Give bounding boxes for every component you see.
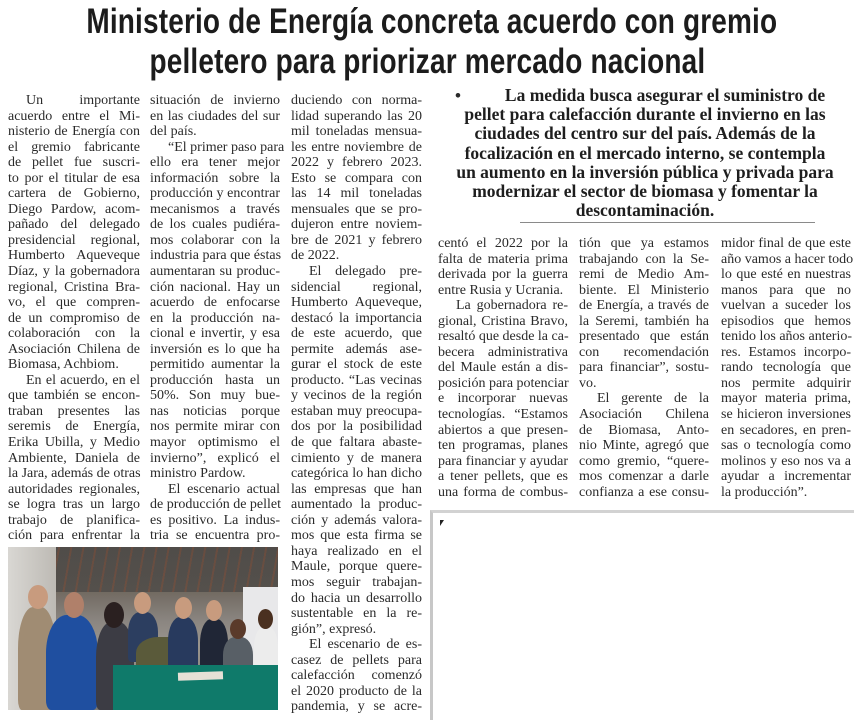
- article-column-3: [291, 93, 422, 715]
- text-line: 2022 y febrero 2023.: [291, 155, 422, 171]
- text-line: becera administrativa: [438, 344, 568, 360]
- text-line: duciendo con norma-: [291, 93, 422, 108]
- text-line: de Biomasa, Anto-: [579, 422, 709, 438]
- text-line: Asociación Chilena de: [8, 341, 140, 357]
- person-head: [230, 619, 246, 639]
- paragraph: [438, 298, 568, 500]
- text-line: gión”, expresó.: [291, 621, 377, 637]
- text-line: gional, Cristina Bravo,: [438, 313, 568, 329]
- text-line: ción para enfrentar la: [8, 528, 140, 544]
- text-line: posición para potenciar: [438, 375, 569, 391]
- text-line: El escenario actual: [168, 481, 280, 497]
- article-column-5: [579, 236, 709, 500]
- text-line: de producción de pellet: [150, 497, 282, 513]
- text-line: de 2022.: [291, 248, 340, 264]
- text-line: Asociación Chilena: [579, 407, 709, 423]
- summary-line: La medida busca asegurar el suministro de: [504, 85, 826, 105]
- person-head: [175, 597, 192, 619]
- text-line: nos permite mirar con: [150, 419, 280, 435]
- text-line: una forma de combus-: [438, 484, 568, 500]
- person-head: [28, 585, 48, 609]
- text-line: to por el titular de esa: [8, 170, 140, 186]
- paragraph: [150, 93, 280, 140]
- text-line: las 14 mil toneladas: [291, 186, 422, 202]
- text-line: pañado del delegado: [8, 217, 140, 233]
- text-line: cional e invertir, y esa: [150, 326, 280, 342]
- text-line: El escenario de es-: [309, 637, 422, 653]
- paragraph: [721, 236, 854, 500]
- text-line: lidad superando las 20: [291, 108, 422, 124]
- text-line: del país.: [150, 124, 197, 140]
- text-line: midor final de que este: [721, 236, 851, 251]
- text-line: producción hasta un: [150, 372, 280, 388]
- summary-line: un aumento en la inversión pública y privada para: [456, 161, 834, 182]
- text-line: la Jara, además de otras: [8, 466, 141, 482]
- text-line: ción y además valora-: [291, 512, 422, 528]
- paragraph: [8, 373, 140, 544]
- text-line: en secadores, en pren-: [721, 422, 851, 438]
- summary-line: descontaminación.: [575, 200, 715, 221]
- text-line: acuerdo entre el Mi-: [8, 108, 140, 124]
- text-line: episodios que hemos: [721, 313, 851, 329]
- person-head: [206, 600, 222, 621]
- person: [46, 615, 98, 710]
- text-line: remi de Medio Am-: [579, 267, 709, 283]
- text-line: se logra tras un largo: [8, 497, 140, 513]
- text-line: resaltó que desde la ca-: [438, 329, 569, 345]
- text-line: de que faltara abaste-: [291, 435, 422, 451]
- text-line: con recomendación: [579, 344, 709, 360]
- text-line: categórica lo han dicho: [291, 466, 422, 482]
- text-line: mensuales que se pro-: [291, 201, 422, 217]
- text-line: tenido los años anterio-: [721, 329, 853, 345]
- text-line: mecanismos a través: [150, 201, 280, 217]
- text-line: mayor optimismo el: [150, 435, 280, 451]
- signed-document: [178, 671, 223, 681]
- text-line: y vecinos de la región: [291, 388, 422, 404]
- text-line: de Energía, a través de: [579, 298, 709, 314]
- text-line: La gobernadora re-: [456, 298, 568, 314]
- text-line: de un compromiso de: [8, 310, 140, 326]
- person-head: [104, 602, 124, 628]
- text-line: las empresas que han: [291, 481, 422, 497]
- paragraph: [291, 637, 422, 715]
- text-line: casez de pellets para: [291, 652, 422, 668]
- text-line: vo.: [579, 375, 597, 391]
- text-line: inversión es lo que ha: [150, 341, 280, 357]
- text-line: ayudar a incrementar: [721, 469, 851, 485]
- text-line: manos para que no: [721, 282, 851, 298]
- summary-bullet: •: [455, 86, 461, 105]
- photo-roof: [48, 547, 278, 592]
- text-line: do hacia un desarrollo: [291, 590, 422, 606]
- text-line: que también se encon-: [8, 388, 140, 404]
- text-line: res. Estamos incorpo-: [721, 344, 851, 360]
- text-line: trabajando con la Se-: [579, 251, 709, 267]
- text-line: en la producción na-: [150, 310, 280, 326]
- text-line: calefacción comenzó: [291, 668, 422, 684]
- text-line: abiertos a que presen-: [438, 422, 568, 438]
- headline-text: Ministerio de Energía concreta acuerdo con gremio: [86, 2, 778, 41]
- text-line: industria para que éstas: [150, 248, 282, 264]
- text-line: pandemia, y se acre-: [291, 699, 422, 715]
- text-line: Un importante: [26, 93, 140, 108]
- text-line: centó el 2022 por la: [438, 236, 568, 251]
- text-line: invierno”, explicó el: [150, 450, 280, 466]
- text-line: cimiento y de manera: [291, 450, 422, 466]
- text-line: 50%. Son muy bue-: [150, 388, 280, 404]
- text-line: Erika Ubilla, y Medio: [8, 435, 140, 451]
- text-line: como gremio, “quere-: [579, 453, 709, 469]
- paragraph: [579, 236, 709, 391]
- text-line: de pellet fue suscri-: [8, 155, 140, 171]
- text-line: e incorporar nuevas: [438, 391, 568, 407]
- article-column-4: [438, 236, 568, 500]
- text-line: estaban muy preocupa-: [291, 403, 422, 419]
- paragraph: [150, 139, 285, 482]
- text-line: situación de invierno: [150, 93, 280, 108]
- headline-line: [0, 2, 854, 42]
- paragraph: [8, 93, 140, 373]
- text-line: regional, Cristina Bra-: [8, 279, 140, 295]
- text-line: les entre noviembre de: [291, 139, 422, 155]
- article-column-6: [721, 236, 854, 500]
- text-line: para financiar”, sostu-: [579, 360, 709, 376]
- text-line: permite además ase-: [291, 341, 422, 357]
- text-line: nas noticias porque: [150, 403, 280, 419]
- text-line: Díaz, y la gobernadora: [8, 264, 140, 280]
- paragraph: [291, 93, 422, 264]
- person-head: [258, 609, 273, 629]
- text-line: Maule, porque quere-: [291, 559, 422, 575]
- text-line: ción nacional. Hay un: [150, 279, 280, 295]
- text-line: mayor materia prima,: [721, 391, 851, 407]
- text-line: haya realizado en el: [291, 543, 422, 559]
- text-line: nos permite adquirir: [721, 375, 851, 391]
- text-line: seremis de Energía,: [8, 419, 140, 435]
- paragraph: [438, 236, 568, 298]
- text-line: de este acuerdo, que: [291, 326, 422, 342]
- text-line: ello era tener mejor: [150, 155, 280, 171]
- divider: [520, 222, 815, 223]
- text-line: aumentado la produc-: [291, 497, 422, 513]
- text-line: es positivo. La indus-: [150, 512, 280, 528]
- paragraph: [579, 391, 709, 500]
- text-line: El gerente de la: [597, 391, 709, 407]
- empty-frame: [430, 510, 854, 720]
- person-head: [64, 592, 84, 618]
- text-line: mil toneladas mensua-: [291, 124, 422, 140]
- text-line: El delegado pre-: [309, 264, 422, 280]
- text-line: producto. “Las vecinas: [291, 372, 422, 388]
- text-line: para financiar y ayudar: [438, 453, 568, 469]
- text-line: “El primer paso para: [168, 139, 285, 155]
- text-line: gurar el stock de este: [291, 357, 422, 373]
- text-line: rando tecnología que: [721, 360, 851, 376]
- text-line: Humberto Aqueveque: [8, 248, 140, 264]
- article-column-2: [150, 93, 285, 544]
- text-line: colaboración con la: [8, 326, 140, 342]
- corner-mark: [440, 520, 444, 526]
- text-line: presentado que están: [579, 329, 709, 345]
- text-line: lo que esté en nuestras: [721, 267, 851, 283]
- text-line: aumentaran su produc-: [150, 264, 280, 280]
- text-line: año vamos a hacer todo: [721, 251, 854, 267]
- text-line: ministro Pardow.: [150, 466, 246, 482]
- text-line: cartera de Gobierno,: [8, 186, 140, 202]
- text-line: mos comenzar a darle: [579, 469, 709, 485]
- summary-lead: [438, 86, 852, 220]
- text-line: Ambiente, Daniela de: [8, 450, 140, 466]
- summary-line: focalización en el mercado interno, se contempla: [464, 142, 826, 163]
- text-line: biente. El Ministerio: [579, 282, 709, 298]
- text-line: dujeron entre noviem-: [291, 217, 422, 233]
- paragraph: [291, 264, 422, 637]
- summary-line: ciudades del centro sur del país. Además de la: [474, 123, 816, 144]
- text-line: Diego Pardow, acom-: [8, 201, 140, 217]
- text-line: Humberto Aqueveque,: [291, 295, 422, 311]
- paragraph: [150, 482, 280, 544]
- article-column-1: [8, 93, 140, 544]
- text-line: traban presentes las: [8, 403, 140, 419]
- text-line: Biomasa, Achbiom.: [8, 357, 119, 373]
- text-line: mos que esta firma se: [291, 528, 422, 544]
- text-line: derivada por la guerra: [438, 267, 568, 283]
- text-line: información sobre la: [150, 170, 280, 186]
- text-line: falta de materia prima: [438, 251, 568, 267]
- text-line: bre de 2021 y febrero: [291, 232, 422, 248]
- text-line: trabajo de planifica-: [8, 512, 140, 528]
- text-line: de los cuales pudiéra-: [150, 217, 280, 233]
- text-line: a tener pellets, que es: [438, 469, 568, 485]
- signing-ceremony-photo: [8, 547, 278, 710]
- person-head: [134, 592, 151, 614]
- text-line: nisterio de Energía con: [8, 124, 140, 140]
- text-line: mos seguir trabajan-: [291, 574, 422, 590]
- text-line: el gremio fabricante: [8, 139, 140, 155]
- text-line: presidencial regional,: [8, 232, 140, 248]
- text-line: Esto se compara con: [291, 170, 422, 186]
- text-line: destacó la importancia: [291, 310, 422, 326]
- text-line: mos colaborar con la: [150, 232, 280, 248]
- text-line: confianza a ese consu-: [579, 484, 709, 500]
- text-line: del Maule están a dis-: [438, 360, 568, 376]
- headline-line: [0, 42, 854, 82]
- text-line: acuerdo de enfocarse: [150, 295, 280, 311]
- text-line: En el acuerdo, en el: [26, 372, 140, 388]
- text-line: molinos y eso nos va a: [721, 453, 851, 469]
- text-line: entre Rusia y Ucrania.: [438, 282, 564, 298]
- text-line: sidencial regional,: [291, 279, 422, 295]
- text-line: tria se encuentra pro-: [150, 528, 280, 544]
- text-line: nio Minte, agregó que: [579, 438, 709, 454]
- summary-line: pellet para calefacción durante el invierno en las: [464, 104, 826, 125]
- text-line: vo, el que compren-: [8, 295, 140, 311]
- text-line: ten programas, planes: [438, 438, 568, 454]
- summary-line: modernizar el sector de biomasa y fomentar la: [472, 181, 818, 202]
- text-line: se hicieron inversiones: [721, 407, 851, 423]
- text-line: en las ciudades del sur: [150, 108, 280, 124]
- text-line: el 2020 producto de la: [291, 683, 422, 699]
- headline: [0, 2, 854, 82]
- text-line: tecnologías. “Estamos: [438, 407, 568, 423]
- headline-text: pelletero para priorizar mercado nacional: [149, 42, 705, 81]
- text-line: permitido aumentar la: [150, 357, 280, 373]
- text-line: la Seremi, también ha: [579, 313, 709, 329]
- text-line: dos por la posibilidad: [291, 419, 422, 435]
- text-line: autoridades regionales,: [8, 481, 140, 497]
- text-line: producción y encontrar: [150, 186, 280, 202]
- text-line: sustentable en la re-: [291, 606, 422, 622]
- text-line: la producción”.: [721, 484, 808, 500]
- text-line: tión que ya estamos: [579, 236, 709, 251]
- text-line: vuelvan a suceder los: [721, 298, 851, 314]
- text-line: sas o tecnología como: [721, 438, 851, 454]
